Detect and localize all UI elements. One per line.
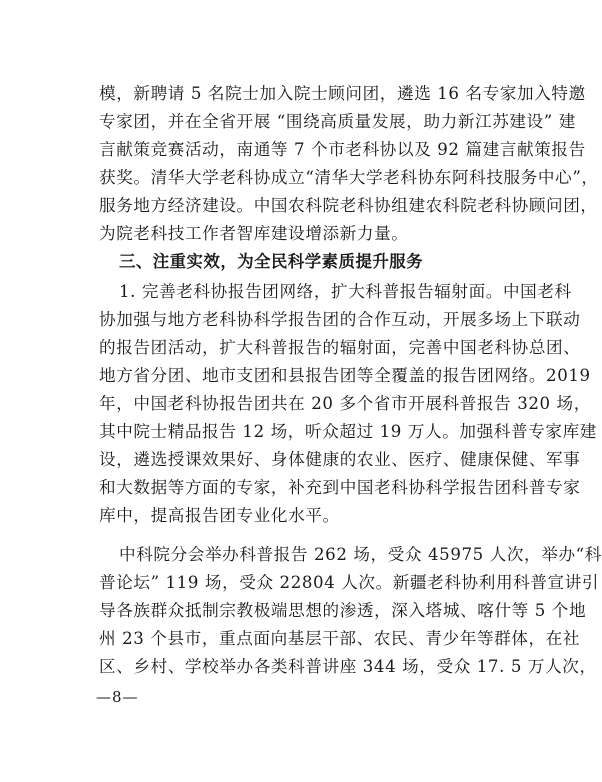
body-text-line: 设，遴选授课效果好、身体健康的农业、医疗、健康保健、军事 bbox=[99, 450, 581, 469]
body-text-line: 普论坛” 119 场，受众 22804 人次。新疆老科协利用科普宣讲引 bbox=[99, 573, 600, 592]
body-text-line: 言献策竞赛活动，南通等 7 个市老科协以及 92 篇建言献策报告 bbox=[99, 140, 586, 159]
page-number: —8— bbox=[96, 688, 139, 706]
body-text-line: 协加强与地方老科协科学报告团的合作互动，开展多场上下联动 bbox=[99, 310, 581, 329]
body-text-line: 专家团，并在全省开展 “围绕高质量发展，助力新江苏建设” 建 bbox=[99, 112, 576, 131]
body-text-line: 和大数据等方面的专家，补充到中国老科协科学报告团科普专家 bbox=[99, 478, 581, 497]
body-text-line: 导各族群众抵制宗教极端思想的渗透，深入塔城、喀什等 5 个地 bbox=[99, 601, 587, 620]
body-text-line: 为院老科技工作者智库建设增添新力量。 bbox=[99, 224, 409, 243]
body-text-line: 库中，提高报告团专业化水平。 bbox=[99, 506, 340, 525]
body-text-line: 年，中国老科协报告团共在 20 多个省市开展科普报告 320 场， bbox=[99, 394, 591, 413]
body-text-line: 州 23 个县市，重点面向基层干部、农民、青少年等群体，在社 bbox=[99, 629, 581, 648]
body-text-line: 的报告团活动，扩大科普报告的辐射面，完善中国老科协总团、 bbox=[99, 338, 581, 357]
body-text-line: 区、乡村、学校举办各类科普讲座 344 场，受众 17. 5 万人次， bbox=[99, 657, 597, 676]
body-text-line: 获奖。清华大学老科协成立“清华大学老科协东阿科技服务中心”， bbox=[99, 168, 599, 187]
section-heading: 三、注重实效，为全民科学素质提升服务 bbox=[119, 252, 424, 271]
body-text-line: 中科院分会举办科普报告 262 场，受众 45975 人次，举办“科 bbox=[119, 545, 602, 564]
body-text-line: 其中院士精品报告 12 场，听众超过 19 万人。加强科普专家库建 bbox=[99, 422, 597, 441]
body-text-line: 1. 完善老科协报告团网络，扩大科普报告辐射面。中国老科 bbox=[119, 282, 572, 301]
body-text-line: 模，新聘请 5 名院士加入院士顾问团，遴选 16 名专家加入特邀 bbox=[99, 84, 586, 103]
body-text-line: 服务地方经济建设。中国农科院老科协组建农科院老科协顾问团， bbox=[99, 196, 598, 215]
body-text-line: 地方省分团、地市支团和县报告团等全覆盖的报告团网络。2019 bbox=[99, 366, 591, 385]
